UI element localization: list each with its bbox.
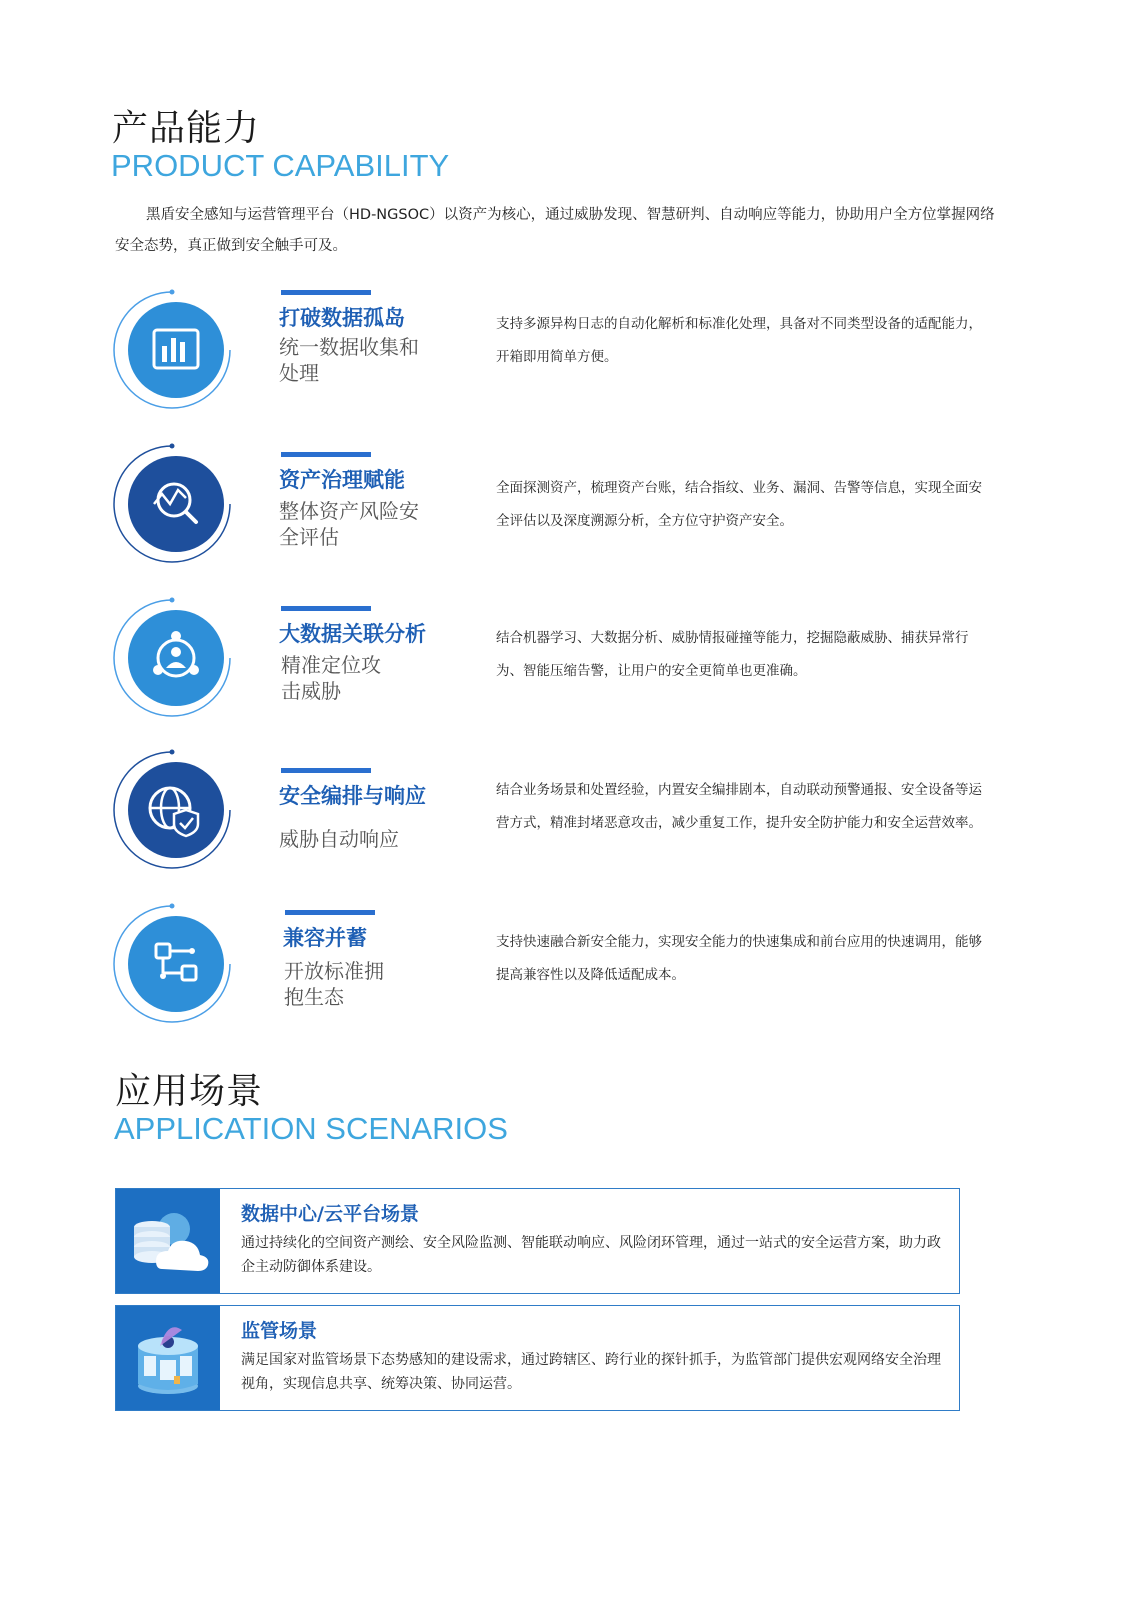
monitoring-center-icon	[116, 1306, 220, 1410]
capability-desc: 结合机器学习、大数据分析、威胁情报碰撞等能力，挖掘隐蔽威胁、捕获异常行为、智能压缩告警，让用户的安全更简单也更准确。	[496, 630, 969, 679]
flowchart-icon	[110, 902, 234, 1026]
capability-item	[0, 442, 1126, 572]
capability-desc: 全面探测资产，梳理资产台账，结合指纹、业务、漏洞、告警等信息，实现全面安全评估以及深度溯源分析，全方位守护资产安全。	[496, 480, 982, 529]
scenario-desc: 通过持续化的空间资产测绘、安全风险监测、智能联动响应、风险闭环管理，通过一站式的安全运营方案，助力政企主动防御体系建设。	[241, 1235, 941, 1275]
capability-title: 打破数据孤岛	[279, 306, 405, 330]
section-title-en: PRODUCT CAPABILITY	[111, 148, 450, 183]
capability-title: 大数据关联分析	[279, 622, 426, 646]
section-title-cn: 应用场景	[115, 1071, 264, 1112]
capability-desc: 支持多源异构日志的自动化解析和标准化处理，具备对不同类型设备的适配能力，开箱即用简单方便。	[496, 316, 982, 365]
scenario-card	[115, 1305, 960, 1411]
database-cloud-icon	[116, 1189, 220, 1293]
capability-subtitle: 开放标准拥抱生态	[284, 959, 384, 1009]
scenario-title: 数据中心/云平台场景	[241, 1203, 419, 1225]
section-title-en: APPLICATION SCENARIOS	[114, 1111, 508, 1146]
capability-subtitle: 整体资产风险安全评估	[279, 499, 419, 549]
analytics-search-icon	[110, 442, 234, 566]
capability-subtitle: 统一数据收集和处理	[279, 335, 419, 385]
capability-title: 资产治理赋能	[279, 468, 405, 492]
section-title-cn: 产品能力	[112, 108, 261, 149]
capability-item	[0, 596, 1126, 726]
capability-subtitle: 精准定位攻击威胁	[281, 653, 381, 703]
scenario-card	[115, 1188, 960, 1294]
capability-item	[0, 748, 1126, 878]
capability-item	[0, 902, 1126, 1032]
scenario-desc: 满足国家对监管场景下态势感知的建设需求，通过跨辖区、跨行业的探针抓手，为监管部门提供宏观网络安全治理视角，实现信息共享、统筹决策、协同运营。	[241, 1352, 941, 1392]
intro-paragraph: 黑盾安全感知与运营管理平台（HD-NGSOC）以资产为核心，通过威胁发现、智慧研判、自动响应等能力，协助用户全方位掌握网络安全态势，真正做到安全触手可及。	[115, 207, 995, 254]
capability-desc: 结合业务场景和处置经验，内置安全编排剧本，自动联动预警通报、安全设备等运营方式，精准封堵恶意攻击，减少重复工作，提升安全防护能力和安全运营效率。	[496, 782, 982, 831]
capability-title: 安全编排与响应	[279, 784, 426, 808]
capability-desc: 支持快速融合新安全能力，实现安全能力的快速集成和前台应用的快速调用，能够提高兼容性以及降低适配成本。	[496, 934, 982, 983]
globe-shield-icon	[110, 748, 234, 872]
capability-title: 兼容并蓄	[283, 926, 367, 950]
capability-item	[0, 288, 1126, 418]
chart-icon	[110, 288, 234, 412]
capability-subtitle: 威胁自动响应	[279, 827, 399, 851]
user-network-icon	[110, 596, 234, 720]
scenario-title: 监管场景	[241, 1320, 318, 1342]
